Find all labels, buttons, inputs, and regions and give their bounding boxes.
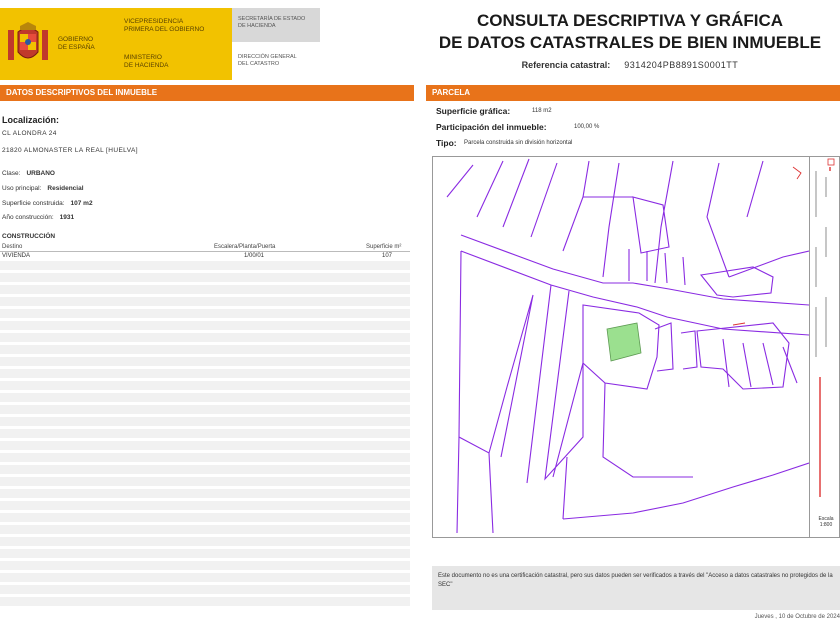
secretaria-text: SECRETARÍA DE ESTADO DE HACIENDA <box>238 16 306 29</box>
ref-label: Referencia catastral: <box>521 60 611 70</box>
ministerio-text: MINISTERIO DE HACIENDA <box>124 54 169 69</box>
central-right <box>655 323 789 389</box>
empty-row <box>0 561 410 570</box>
road-edge-south <box>461 251 809 335</box>
empty-row <box>0 597 410 606</box>
empty-row <box>0 429 410 438</box>
map-legend <box>810 156 840 538</box>
address-line-2: 21820 ALMONASTER LA REAL [HUELVA] <box>2 147 138 154</box>
gobierno-text: GOBIERNO DE ESPAÑA <box>58 36 95 51</box>
empty-row <box>0 261 410 270</box>
participacion-value: 100,00 % <box>574 124 600 130</box>
parcel-lines-upper-right <box>707 161 809 277</box>
spain-crest-icon <box>4 22 52 68</box>
highlighted-parcel <box>607 323 641 361</box>
sup-grafica-label: Superficie gráfica: <box>436 106 511 116</box>
tipo-label: Tipo: <box>436 138 457 148</box>
empty-row <box>0 321 410 330</box>
empty-row <box>0 525 410 534</box>
anio-row: Año construcción: 1931 <box>2 214 75 221</box>
empty-row <box>0 369 410 378</box>
tipo-value: Parcela construida sin división horizontal <box>464 140 573 146</box>
empty-row <box>0 393 410 402</box>
document-date: Jueves , 10 de Octubre de 2024 <box>754 614 840 620</box>
empty-row <box>0 537 410 546</box>
ref-value: 9314204PB8891S0001TT <box>624 60 739 70</box>
section-datos-descriptivos: DATOS DESCRIPTIVOS DEL INMUEBLE <box>0 85 414 101</box>
empty-row <box>0 441 410 450</box>
red-mark-mid <box>733 323 745 325</box>
cell-escalera: 1/00/01 <box>244 253 265 259</box>
empty-row <box>0 357 410 366</box>
empty-row <box>0 465 410 474</box>
document-header <box>0 0 840 84</box>
address-line-1: CL ALONDRA 24 <box>2 130 57 137</box>
section-parcela: PARCELA <box>426 85 840 101</box>
bottom-curve <box>563 463 809 519</box>
cadastral-map[interactable] <box>432 156 810 538</box>
parcel-map-drawing <box>433 157 809 537</box>
construccion-title: CONSTRUCCIÓN <box>2 233 56 240</box>
empty-row <box>0 453 410 462</box>
empty-row <box>0 333 410 342</box>
document-title: CONSULTA DESCRIPTIVA Y GRÁFICA DE DATOS CATASTRALES DE BIEN INMUEBLE <box>438 11 822 52</box>
parcel-lines-upper <box>447 159 673 283</box>
empty-row <box>0 477 410 486</box>
lower-parcels <box>457 251 583 533</box>
empty-row <box>0 549 410 558</box>
uso-row: Uso principal: Residencial <box>2 185 84 192</box>
empty-row <box>0 405 410 414</box>
red-mark-top <box>793 167 801 179</box>
table-empty-rows <box>0 261 410 606</box>
agency-block <box>232 8 320 80</box>
col-escalera: Escalera/Planta/Puerta <box>214 244 276 250</box>
direccion-text: DIRECCIÓN GENERAL DEL CATASTRO <box>238 54 297 67</box>
empty-row <box>0 501 410 510</box>
small-parcels <box>629 249 773 297</box>
government-logo-block <box>0 8 232 80</box>
col-superficie: Superficie m² <box>366 244 402 250</box>
construccion-table <box>0 242 410 614</box>
empty-row <box>0 381 410 390</box>
superficie-row: Superficie construida: 107 m2 <box>2 200 93 207</box>
sup-grafica-value: 118 m2 <box>532 108 552 114</box>
vicepresidencia-text: VICEPRESIDENCIA PRIMERA DEL GOBIERNO <box>124 18 205 33</box>
referencia-catastral <box>420 60 840 70</box>
table-header <box>0 242 410 252</box>
empty-row <box>0 513 410 522</box>
empty-row <box>0 309 410 318</box>
empty-row <box>0 489 410 498</box>
legend-drawing <box>810 157 840 517</box>
empty-row <box>0 345 410 354</box>
map-scale: Escala 1:800 <box>818 516 834 528</box>
cell-superficie: 107 <box>382 253 393 259</box>
table-row <box>0 252 410 261</box>
clase-row: Clase: URBANO <box>2 170 55 177</box>
empty-row <box>0 585 410 594</box>
empty-row <box>0 273 410 282</box>
col-destino: Destino <box>2 244 23 250</box>
disclaimer-note: Este documento no es una certificación catastral, pero sus datos pueden ser verificados a través del "Acceso a datos catastrales no protegidos de la SEC" <box>432 566 840 610</box>
empty-row <box>0 297 410 306</box>
cell-destino: VIVIENDA <box>2 253 31 259</box>
empty-row <box>0 573 410 582</box>
localizacion-label: Localización: <box>2 115 60 125</box>
participacion-label: Participación del inmueble: <box>436 122 547 132</box>
empty-row <box>0 285 410 294</box>
empty-row <box>0 417 410 426</box>
